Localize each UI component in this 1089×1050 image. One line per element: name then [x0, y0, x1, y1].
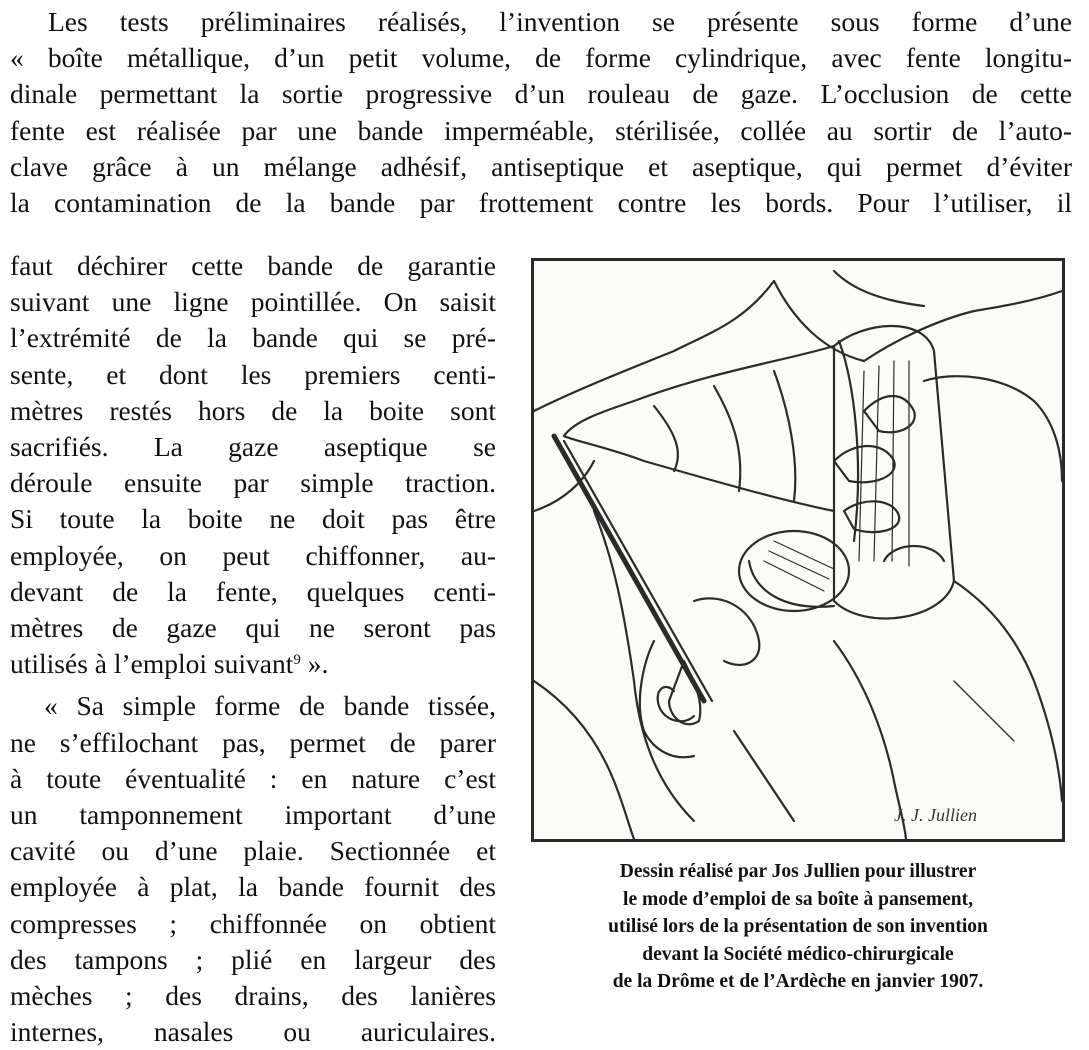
gauze-strip — [564, 346, 834, 436]
paragraph-2 — [10, 688, 496, 1050]
text-line: Si toute la boite ne doit pas être — [10, 503, 496, 535]
text-line: fente est réalisée par une bande imperméable, stérilisée, collée au sortir de l’auto- — [10, 114, 1072, 146]
sketch-drawing — [534, 261, 1062, 839]
text-line: clave grâce à un mélange adhésif, antiseptique et aseptique, qui permet d’éviter — [10, 150, 1072, 182]
text-line: dinale permettant la sortie progressive d’un rouleau de gaze. L’occlusion de cette — [10, 78, 1072, 110]
text-line: l’extrémité de la bande qui se pré- — [10, 322, 496, 354]
top-paragraph — [10, 4, 1072, 221]
text-line: Les tests préliminaires réalisés, l’invention se présente sous forme d’une — [48, 6, 1072, 37]
text-line: à toute éventualité : en nature c’est — [10, 762, 496, 794]
text-line: sente, et dont les premiers centi- — [10, 358, 496, 390]
text-line: cavité ou d’une plaie. Sectionnée et — [10, 835, 496, 867]
text-fragment: utilisés à l’emploi suivant — [10, 648, 294, 680]
text-line: déroule ensuite par simple traction. — [10, 467, 496, 499]
text-line — [10, 646, 496, 682]
arm-outline — [534, 281, 774, 411]
caption-line: le mode d’emploi de sa boîte à pansement, — [623, 888, 973, 910]
artist-signature: J. J. Jullien — [894, 805, 977, 825]
text-line: des tampons ; plié en largeur des — [10, 943, 496, 975]
stick — [554, 436, 704, 701]
text-line: un tamponnement important d’une — [10, 799, 496, 831]
text-line: devant de la fente, quelques centi- — [10, 575, 496, 607]
text-line: employée à plat, la bande fournit des — [10, 871, 496, 903]
caption-line: de la Drôme et de l’Ardèche en janvier 1907. — [612, 971, 984, 992]
caption-line: Dessin réalisé par Jos Jullien pour illustrer — [619, 861, 977, 882]
text-line: mèches ; des drains, des lanières — [10, 980, 496, 1012]
paragraph-1 — [10, 248, 496, 682]
text-line: mètres de gaze qui ne seront pas — [10, 612, 496, 644]
text-fragment: ». — [300, 648, 329, 680]
text-line: faut déchirer cette bande de garantie — [10, 250, 496, 281]
caption-line: utilisé lors de la présentation de son invention — [608, 916, 988, 937]
text-line: « boîte métallique, d’un petit volume, de forme cylindrique, avec fente longitu- — [10, 42, 1072, 74]
text-line: compresses ; chiffonnée on obtient — [10, 907, 496, 939]
text-line: suivant une ligne pointillée. On saisit — [10, 286, 496, 318]
box-end — [739, 531, 849, 611]
text-line: sacrifiés. La gaze aseptique se — [10, 431, 496, 463]
footnote-reference[interactable]: 9 — [293, 652, 301, 669]
text-line: employée, on peut chiffonner, au- — [10, 539, 496, 571]
figure-caption — [531, 858, 1065, 996]
text-line: la contamination de la bande par frottement contre les bords. Pour l’utiliser, il — [10, 187, 1072, 219]
caption-line: devant la Société médico-chirurgicale — [642, 943, 954, 965]
left-column-text — [10, 248, 496, 1050]
text-line: « Sa simple forme de bande tissée, — [44, 690, 496, 722]
text-line: ne s’effilochant pas, permet de parer — [10, 726, 496, 758]
illustration-figure — [531, 258, 1065, 842]
text-line: internes, nasales ou auriculaires. — [10, 1016, 496, 1048]
text-line: mètres restés hors de la boite sont — [10, 394, 496, 426]
